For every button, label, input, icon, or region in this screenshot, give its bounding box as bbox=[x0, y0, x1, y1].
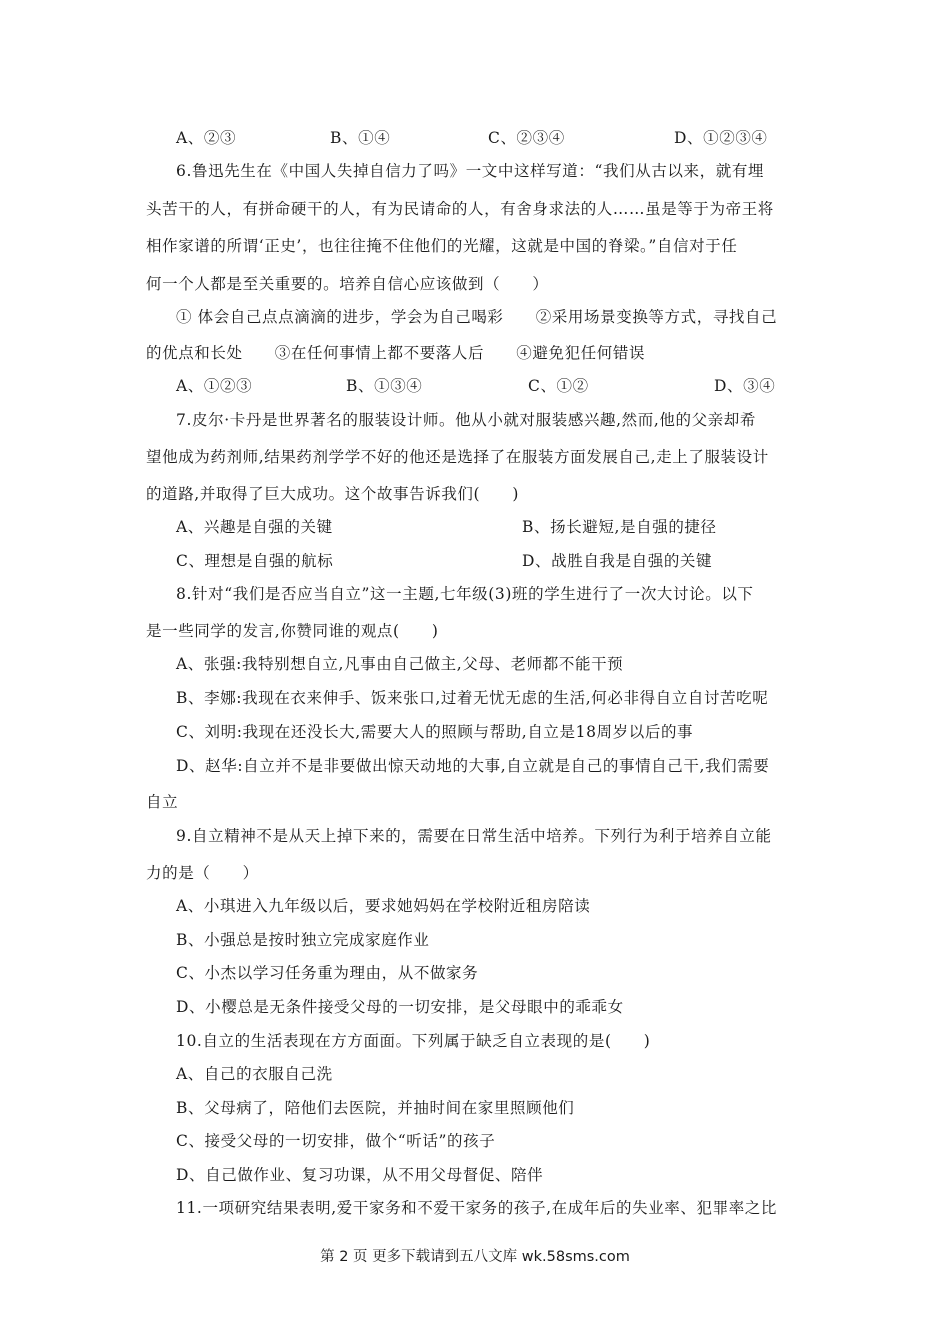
q5-option-c: C、②③④ bbox=[488, 129, 565, 147]
q10-option-b: B、父母病了，陪他们去医院，并抽时间在家里照顾他们 bbox=[176, 1099, 575, 1117]
q7-stem-line: 7.皮尔·卡丹是世界著名的服装设计师。他从小就对服装感兴趣,然而,他的父亲却希 bbox=[176, 411, 756, 429]
q7-option-d: D、战胜自我是自强的关键 bbox=[522, 552, 713, 570]
q8-stem-line: 是一些同学的发言,你赞同谁的观点( ) bbox=[146, 622, 439, 640]
q8-option-a: A、张强:我特别想自立,凡事由自己做主,父母、老师都不能干预 bbox=[176, 655, 624, 673]
q7-option-a: A、兴趣是自强的关键 bbox=[176, 518, 333, 536]
q9-option-a: A、小琪进入九年级以后，要求她妈妈在学校附近租房陪读 bbox=[176, 897, 591, 915]
q9-stem-line: 力的是（ ） bbox=[146, 864, 259, 882]
q8-option-d: D、赵华:自立并不是非要做出惊天动地的大事,自立就是自己的事情自己干,我们需要 bbox=[176, 757, 770, 775]
q5-option-a: A、②③ bbox=[176, 129, 237, 147]
q6-stem-line: 头苦干的人，有拼命硬干的人，有为民请命的人，有舍身求法的人……虽是等于为帝王将 bbox=[146, 200, 774, 218]
q7-option-c: C、理想是自强的航标 bbox=[176, 552, 334, 570]
q8-option-c: C、刘明:我现在还没长大,需要大人的照顾与帮助,自立是18周岁以后的事 bbox=[176, 723, 694, 741]
q10-stem-line: 10.自立的生活表现在方方面面。下列属于缺乏自立表现的是( ) bbox=[176, 1032, 651, 1050]
q6-option-b: B、①③④ bbox=[346, 377, 423, 395]
q6-option-a: A、①②③ bbox=[176, 377, 253, 395]
q7-option-b: B、扬长避短,是自强的捷径 bbox=[522, 518, 717, 536]
q9-option-d: D、小樱总是无条件接受父母的一切安排，是父母眼中的乖乖女 bbox=[176, 998, 624, 1016]
q10-option-d: D、自己做作业、复习功课，从不用父母督促、陪伴 bbox=[176, 1166, 544, 1184]
q9-option-c: C、小杰以学习任务重为理由，从不做家务 bbox=[176, 964, 479, 982]
q10-option-a: A、自己的衣服自己洗 bbox=[176, 1065, 333, 1083]
q6-statement-line: ① 体会自己点点滴滴的进步，学会为自己喝彩 ②采用场景变换等方式，寻找自己 bbox=[176, 308, 778, 326]
q7-stem-line: 望他成为药剂师,结果药剂学学不好的他还是选择了在服装方面发展自己,走上了服装设计 bbox=[146, 448, 769, 466]
q6-stem-line: 相作家谱的所谓‘正史’，也往往掩不住他们的光耀，这就是中国的脊梁。”自信对于任 bbox=[146, 237, 738, 255]
q6-statement-line: 的优点和长处 ③在任何事情上都不要落人后 ④避免犯任何错误 bbox=[146, 344, 646, 362]
q11-stem-line: 11.一项研究结果表明,爱干家务和不爱干家务的孩子,在成年后的失业率、犯罪率之比 bbox=[176, 1199, 778, 1217]
q9-stem-line: 9.自立精神不是从天上掉下来的，需要在日常生活中培养。下列行为利于培养自立能 bbox=[176, 827, 772, 845]
page-footer: 第 2 页 更多下载请到五八文库 wk.58sms.com bbox=[320, 1249, 630, 1265]
q5-option-d: D、①②③④ bbox=[674, 129, 768, 147]
q6-option-d: D、③④ bbox=[714, 377, 776, 395]
q6-stem-line: 何一个人都是至关重要的。培养自信心应该做到（ ） bbox=[146, 275, 549, 293]
q5-option-b: B、①④ bbox=[330, 129, 391, 147]
q9-option-b: B、小强总是按时独立完成家庭作业 bbox=[176, 931, 430, 949]
q8-stem-line: 8.针对“我们是否应当自立”这一主题,七年级(3)班的学生进行了一次大讨论。以下 bbox=[176, 585, 754, 603]
q7-stem-line: 的道路,并取得了巨大成功。这个故事告诉我们( ) bbox=[146, 485, 520, 503]
q8-option-d-continuation: 自立 bbox=[146, 793, 179, 811]
q6-stem-line: 6.鲁迅先生在《中国人失掉自信力了吗》一文中这样写道：“我们从古以来，就有埋 bbox=[176, 162, 765, 180]
q6-option-c: C、①② bbox=[528, 377, 589, 395]
q10-option-c: C、接受父母的一切安排，做个“听话”的孩子 bbox=[176, 1132, 496, 1150]
q8-option-b: B、李娜:我现在衣来伸手、饭来张口,过着无忧无虑的生活,何必非得自立自讨苦吃呢 bbox=[176, 689, 769, 707]
